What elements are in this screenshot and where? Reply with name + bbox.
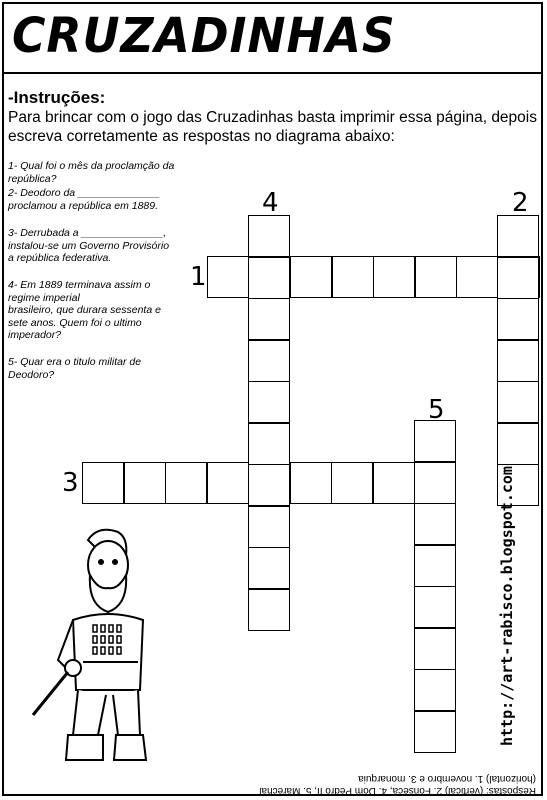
- crossword-cell-1-across-6[interactable]: [415, 256, 457, 298]
- title-bar: [4, 4, 541, 74]
- crossword-cell-3-across-8[interactable]: [373, 462, 415, 504]
- crossword-cell-3-across-6[interactable]: [290, 462, 332, 504]
- crossword-cell-5-down-4[interactable]: [414, 545, 456, 587]
- crossword-cell-2-down-2[interactable]: [497, 257, 539, 299]
- crossword-cell-2-down-4[interactable]: [497, 340, 539, 382]
- crossword-cell-4-down-3[interactable]: [248, 298, 290, 340]
- website-url: http://art-rabisco.blogspot.com: [498, 466, 516, 746]
- crossword-cell-5-down-3[interactable]: [414, 503, 456, 545]
- instructions-text: Para brincar com o jogo das Cruzadinhas basta imprimir essa página, depois escreva corretamente as respostas no diagrama abaixo:: [8, 109, 537, 145]
- crossword-cell-1-across-5[interactable]: [373, 256, 415, 298]
- deodoro-illustration: [28, 520, 158, 770]
- crossword-cell-4-down-6[interactable]: [248, 423, 290, 465]
- question-5: 5- Quar era o titulo militar de Deodoro?: [8, 356, 142, 381]
- instructions-heading: -Instruções:: [8, 88, 106, 107]
- crossword-cell-3-across-2[interactable]: [124, 462, 166, 504]
- crossword-cell-4-down-4[interactable]: [248, 340, 290, 382]
- crossword-cell-4-down-2[interactable]: [248, 257, 290, 299]
- question-2: 2- Deodoro da ______________ proclamou a república em 1889.: [8, 187, 160, 212]
- crossword-cell-4-down-8[interactable]: [248, 506, 290, 548]
- page-title: CRUZADINHAS: [12, 8, 396, 64]
- answers-line-2: (horizontal) 1. novembro e 3. monarquia: [358, 773, 536, 784]
- clue-number-5: 5: [428, 395, 445, 425]
- crossword-cell-2-down-6[interactable]: [497, 423, 539, 465]
- crossword-cell-3-across-1[interactable]: [82, 462, 124, 504]
- crossword-cell-1-across-1[interactable]: [207, 256, 249, 298]
- answers-footer: [16, 772, 536, 796]
- crossword-cell-5-down-8[interactable]: [414, 711, 456, 753]
- crossword-cell-4-down-7[interactable]: [248, 464, 290, 506]
- question-3: 3- Derrubada a ______________, instalou-se um Governo Provisório a república federativa.: [8, 227, 170, 264]
- crossword-cell-2-down-3[interactable]: [497, 298, 539, 340]
- crossword-cell-3-across-4[interactable]: [207, 462, 249, 504]
- question-4: 4- Em 1889 terminava assim o regime imperial brasileiro, que durara sessenta e sete anos. Quem foi o ultimo imperador?: [8, 279, 161, 341]
- crossword-cell-5-down-6[interactable]: [414, 628, 456, 670]
- crossword-cell-2-down-5[interactable]: [497, 381, 539, 423]
- crossword-cell-5-down-1[interactable]: [414, 420, 456, 462]
- clue-number-1: 1: [190, 262, 207, 292]
- crossword-cell-4-down-10[interactable]: [248, 589, 290, 631]
- crossword-cell-4-down-1[interactable]: [248, 215, 290, 257]
- crossword-cell-5-down-7[interactable]: [414, 669, 456, 711]
- clue-number-4: 4: [262, 188, 279, 218]
- clue-number-3: 3: [62, 468, 79, 498]
- crossword-cell-4-down-9[interactable]: [248, 547, 290, 589]
- crossword-cell-1-across-7[interactable]: [456, 256, 498, 298]
- crossword-cell-5-down-5[interactable]: [414, 586, 456, 628]
- crossword-cell-1-across-3[interactable]: [290, 256, 332, 298]
- crossword-cell-3-across-7[interactable]: [331, 462, 373, 504]
- crossword-cell-5-down-2[interactable]: [414, 462, 456, 504]
- clue-number-2: 2: [512, 188, 529, 218]
- crossword-cell-4-down-5[interactable]: [248, 381, 290, 423]
- crossword-cell-3-across-3[interactable]: [165, 462, 207, 504]
- crossword-cell-1-across-4[interactable]: [332, 256, 374, 298]
- answers-line-1: Respostas: (vertical) 2. Fonseca, 4. Dom Pedro II, 5. Marechal: [259, 785, 536, 796]
- question-1: 1- Qual foi o mês da proclamção da república?: [8, 160, 175, 185]
- crossword-cell-2-down-1[interactable]: [497, 215, 539, 257]
